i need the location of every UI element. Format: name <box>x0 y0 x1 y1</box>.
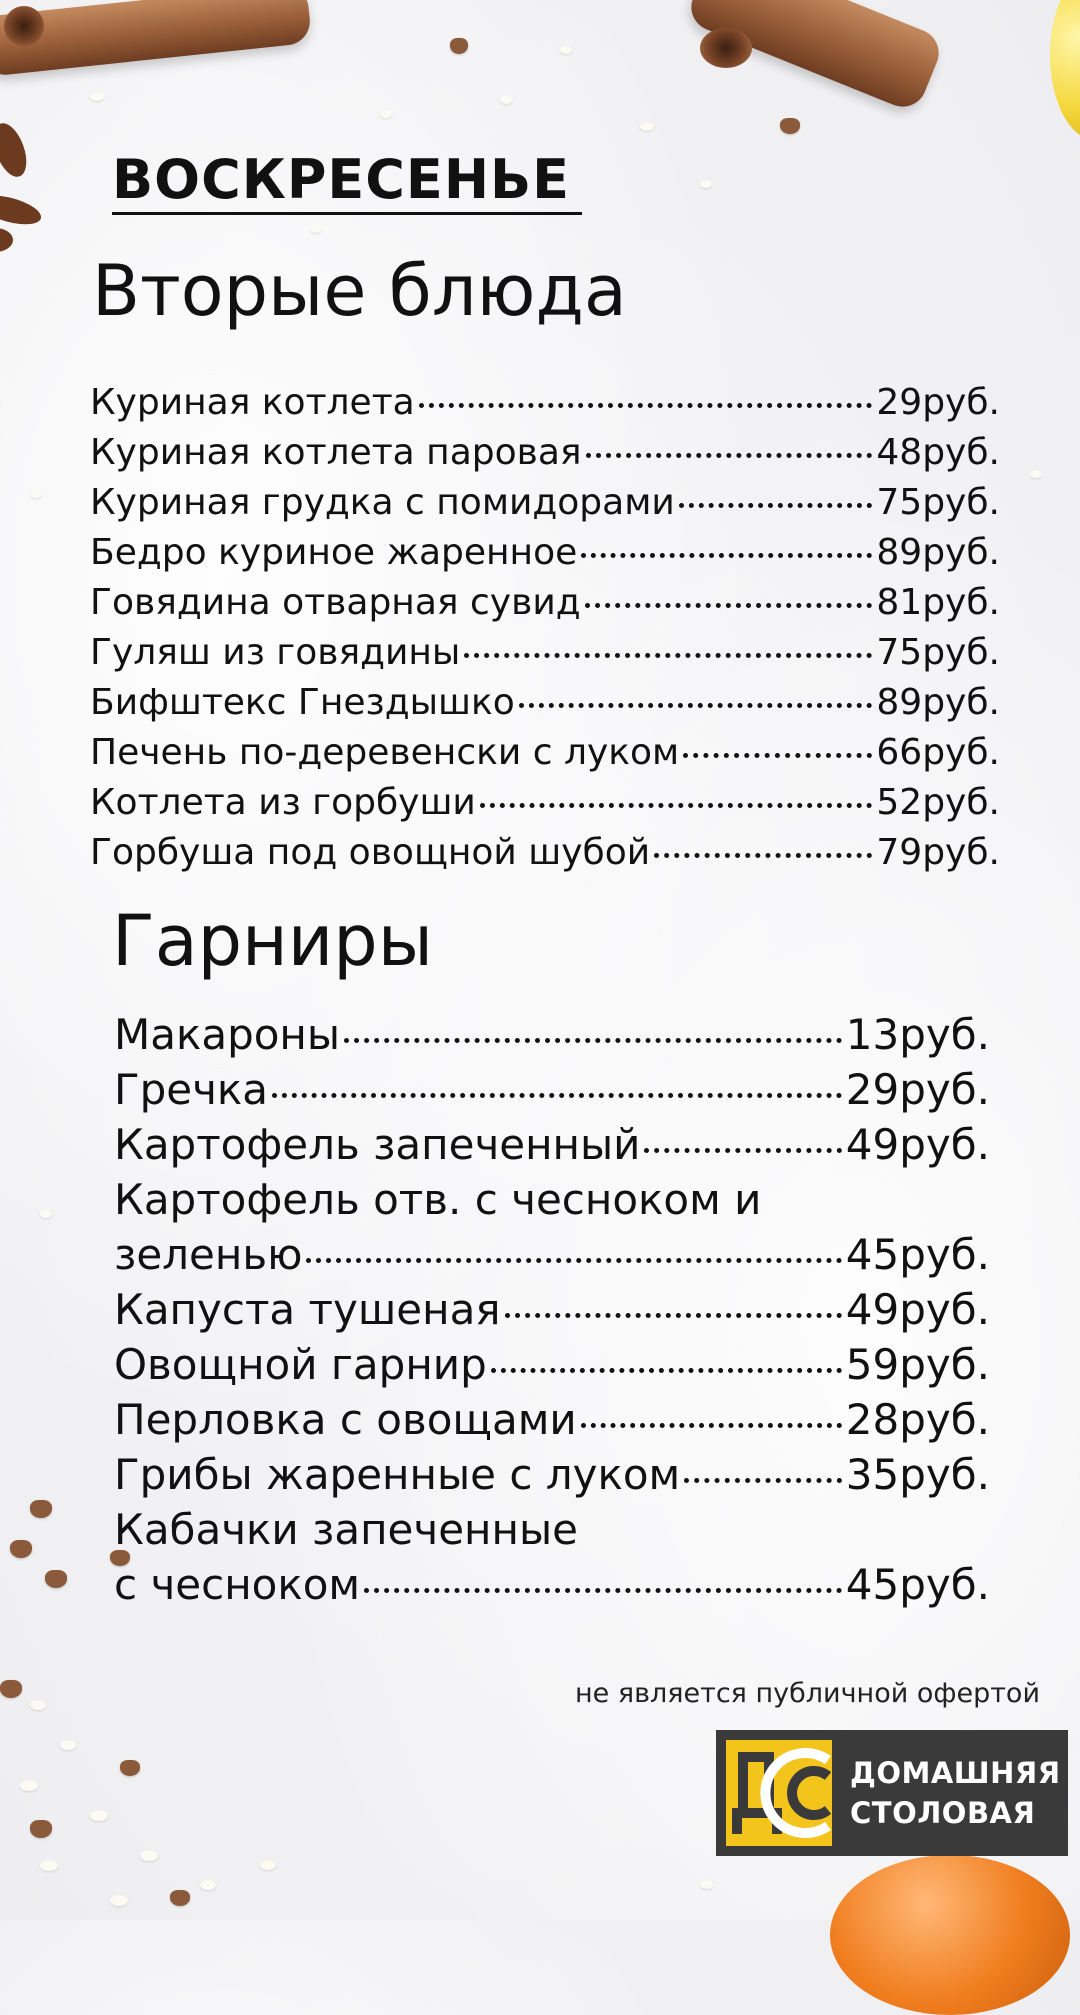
item-name: Бифштекс Гнездышко <box>90 682 515 723</box>
item-name: Горбуша под овощной шубой <box>90 832 651 873</box>
item-price: 28руб. <box>845 1395 990 1444</box>
item-name: Куриная котлета <box>90 382 415 423</box>
list-item <box>90 578 1000 628</box>
section-title-main-courses: Вторые блюда <box>92 250 627 332</box>
item-name: с чесноком <box>114 1560 361 1609</box>
dot-leader <box>684 1478 842 1483</box>
dot-leader <box>480 803 873 808</box>
dot-leader <box>679 503 873 508</box>
list-item <box>90 378 1000 428</box>
item-name: Говядина отварная сувид <box>90 582 581 623</box>
list-item <box>114 1392 990 1447</box>
item-price: 81руб. <box>876 582 1000 623</box>
item-price: 66руб. <box>876 732 1000 773</box>
list-item <box>90 778 1000 828</box>
dot-leader <box>654 853 872 858</box>
item-price: 52руб. <box>876 782 1000 823</box>
list-item <box>90 428 1000 478</box>
logo-line2: СТОЛОВАЯ <box>850 1796 1036 1830</box>
item-price: 29руб. <box>845 1065 990 1114</box>
dot-leader <box>272 1093 842 1098</box>
list-item <box>90 678 1000 728</box>
item-price: 45руб. <box>845 1230 990 1279</box>
list-item <box>114 1007 990 1062</box>
item-price: 75руб. <box>876 482 1000 523</box>
item-price: 29руб. <box>876 382 1000 423</box>
item-price: 75руб. <box>876 632 1000 673</box>
item-name: Грибы жаренные с луком <box>114 1450 681 1499</box>
dot-leader <box>364 1588 842 1593</box>
logo-text <box>850 1753 1061 1833</box>
item-price: 13руб. <box>845 1010 990 1059</box>
dot-leader <box>464 653 872 658</box>
dot-leader <box>306 1258 841 1263</box>
dot-leader <box>419 403 873 408</box>
disclaimer-text: не является публичной офертой <box>575 1678 1040 1709</box>
day-title: ВОСКРЕСЕНЬЕ <box>112 148 571 211</box>
item-name: Макароны <box>114 1010 341 1059</box>
item-name: Овощной гарнир <box>114 1340 487 1389</box>
item-name: Куриная котлета паровая <box>90 432 582 473</box>
dot-leader <box>344 1038 842 1043</box>
list-item <box>114 1062 990 1117</box>
brand-logo <box>716 1730 1068 1856</box>
dot-leader <box>581 1423 842 1428</box>
logo-mark-icon <box>716 1730 842 1856</box>
list-item <box>114 1117 990 1172</box>
dot-leader <box>505 1313 842 1318</box>
list-item-first-line: Кабачки запеченные <box>114 1505 578 1554</box>
dot-leader <box>585 603 873 608</box>
item-name: Куриная грудка с помидорами <box>90 482 675 523</box>
item-price: 79руб. <box>876 832 1000 873</box>
item-price: 59руб. <box>845 1340 990 1389</box>
list-item <box>90 478 1000 528</box>
list-item <box>90 628 1000 678</box>
item-name: Гуляш из говядины <box>90 632 461 673</box>
dot-leader <box>683 753 872 758</box>
item-price: 49руб. <box>845 1285 990 1334</box>
item-price: 35руб. <box>845 1450 990 1499</box>
item-price: 45руб. <box>845 1560 990 1609</box>
dot-leader <box>644 1148 841 1153</box>
list-item-first-line: Картофель отв. с чесноком и <box>114 1175 762 1224</box>
item-name: Капуста тушеная <box>114 1285 501 1334</box>
item-price: 48руб. <box>876 432 1000 473</box>
item-name: Гречка <box>114 1065 269 1114</box>
list-item <box>114 1282 990 1337</box>
dot-leader <box>491 1368 842 1373</box>
list-item <box>90 528 1000 578</box>
item-name: Бедро куриное жаренное <box>90 532 578 573</box>
item-price: 89руб. <box>876 682 1000 723</box>
dot-leader <box>519 703 873 708</box>
item-price: 49руб. <box>845 1120 990 1169</box>
item-name: Котлета из горбуши <box>90 782 476 823</box>
list-item <box>114 1557 990 1612</box>
sides-list <box>114 1007 990 1612</box>
list-item <box>90 728 1000 778</box>
dot-leader <box>586 453 873 458</box>
section-title-sides: Гарниры <box>112 900 433 982</box>
day-title-underline <box>112 212 582 215</box>
list-item <box>114 1227 990 1282</box>
dot-leader <box>581 553 872 558</box>
item-name: Картофель запеченный <box>114 1120 641 1169</box>
list-item <box>114 1337 990 1392</box>
list-item <box>114 1447 990 1502</box>
main-courses-list <box>90 378 1000 878</box>
item-name: Печень по-деревенски с луком <box>90 732 680 773</box>
item-name: Перловка с овощами <box>114 1395 577 1444</box>
list-item <box>90 828 1000 878</box>
logo-line1: ДОМАШНЯЯ <box>850 1756 1061 1790</box>
item-price: 89руб. <box>876 532 1000 573</box>
item-name: зеленью <box>114 1230 303 1279</box>
